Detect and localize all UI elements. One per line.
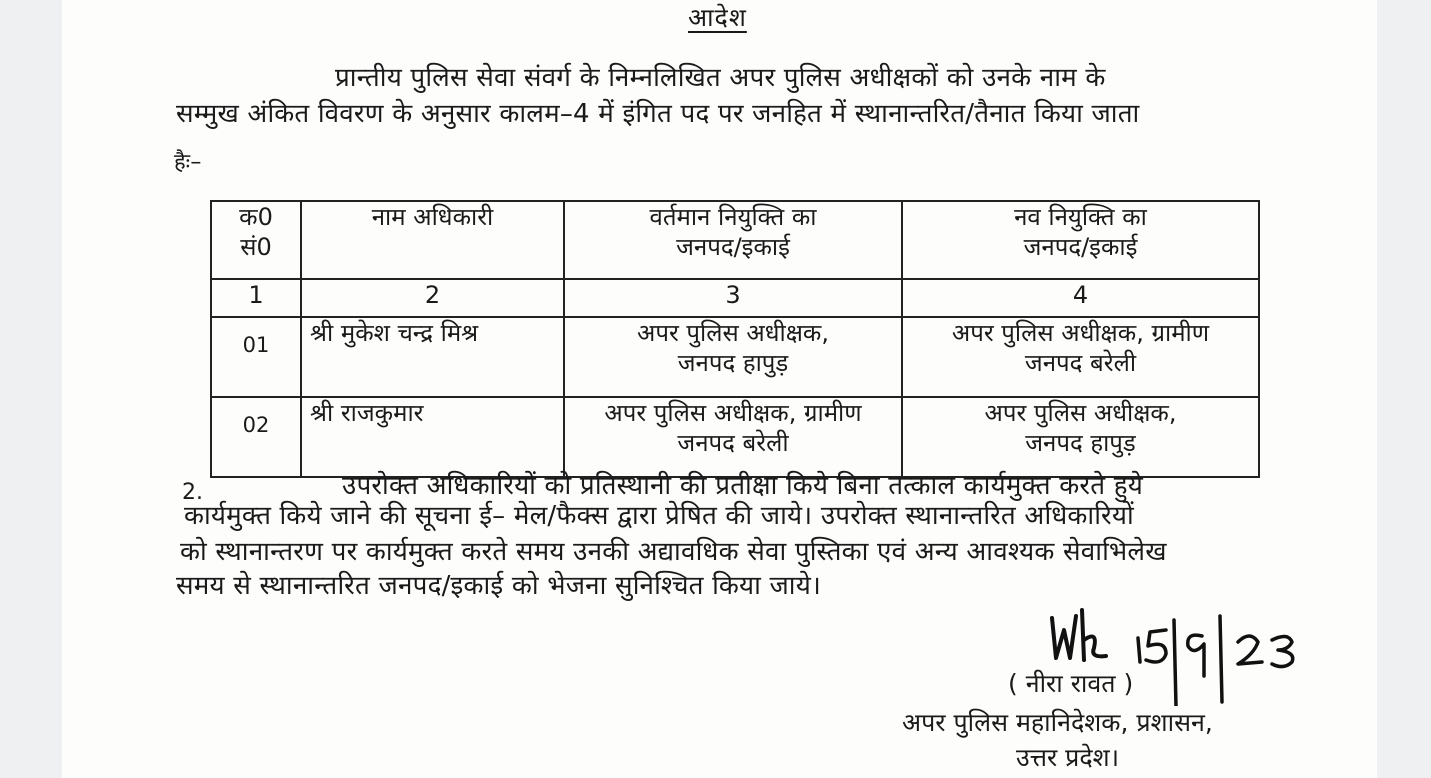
- intro-line-2: सम्मुख अंकित विवरण के अनुसार कालम–4 में इंगित पद पर जनहित में स्थानान्तरित/तैनात किया जाता: [176, 99, 1140, 129]
- row-new-posting: [902, 317, 1259, 397]
- header-new-line-2: जनपद/इकाई: [1023, 233, 1138, 261]
- instruction-line-1: उपरोक्त अधिकारियों को प्रतिस्थानी की प्रतीक्षा किये बिना तत्काल कार्यमुक्त करते हुये: [342, 471, 1143, 501]
- intro-line-1: प्रान्तीय पुलिस सेवा संवर्ग के निम्नलिखित अपर पुलिस अधीक्षकों को उनके नाम के: [335, 63, 1106, 93]
- signature-stroke: [1082, 610, 1106, 660]
- signature-date-slash: [1174, 620, 1176, 706]
- header-current-line-1: वर्तमान नियुक्ति का: [649, 203, 817, 231]
- instruction-line-2: कार्यमुक्त किये जाने की सूचना ई– मेल/फैक्स द्वारा प्रेषित की जाये। उपरोक्त स्थानान्तरित अधिकारियों: [184, 501, 1134, 531]
- row-officer-name: श्री राजकुमार: [301, 397, 564, 477]
- signature-stroke: [1052, 616, 1076, 658]
- row-officer-name: श्री मुकेश चन्द्र मिश्र: [301, 317, 564, 397]
- signature-date-two: [1238, 636, 1262, 664]
- signature-date-three: [1272, 636, 1293, 666]
- header-officer-name: [301, 201, 564, 279]
- header-serial-line-1: क0: [239, 203, 273, 231]
- signatory-state: उत्तर प्रदेश।: [1016, 743, 1120, 772]
- header-current-posting: [564, 201, 902, 279]
- signatory-designation: अपर पुलिस महानिदेशक, प्रशासन,: [902, 708, 1213, 737]
- row-new-line-2: जनपद हापुड़: [1025, 429, 1136, 457]
- row-current-line-1: अपर पुलिस अधीक्षक,: [637, 319, 829, 347]
- row-new-line-2: जनपद बरेली: [1024, 349, 1137, 377]
- row-serial: 01: [211, 317, 301, 397]
- instruction-line-3: को स्थानान्तरण पर कार्यमुक्त करते समय उनकी अद्यावधिक सेवा पुस्तिका एवं अन्य आवश्यक सेवाभिलेख: [180, 537, 1167, 567]
- column-number: 1: [211, 279, 301, 317]
- row-current-posting: [564, 317, 902, 397]
- row-current-line-1: अपर पुलिस अधीक्षक, ग्रामीण: [604, 399, 862, 427]
- column-number: 4: [902, 279, 1259, 317]
- signature-date-five: [1146, 630, 1166, 662]
- left-margin: [0, 0, 62, 778]
- table-row: [211, 397, 1259, 477]
- row-new-posting: [902, 397, 1259, 477]
- column-number: 2: [301, 279, 564, 317]
- header-new-posting: [902, 201, 1259, 279]
- table-row: [211, 317, 1259, 397]
- table-header-row: [211, 201, 1259, 279]
- row-current-posting: [564, 397, 902, 477]
- column-number: 3: [564, 279, 902, 317]
- header-current-line-2: जनपद/इकाई: [676, 233, 790, 261]
- header-serial-line-2: सं0: [240, 233, 272, 261]
- row-current-line-2: जनपद बरेली: [677, 429, 789, 457]
- document-title: आदेश: [688, 3, 747, 32]
- row-new-line-1: अपर पुलिस अधीक्षक, ग्रामीण: [951, 319, 1210, 347]
- intro-line-3: हैः–: [174, 150, 202, 175]
- header-officer-name-label: नाम अधिकारी: [371, 203, 494, 231]
- row-serial: 02: [211, 397, 301, 477]
- row-current-line-2: जनपद हापुड़: [677, 349, 789, 377]
- row-new-line-1: अपर पुलिस अधीक्षक,: [984, 399, 1177, 427]
- paragraph-number: 2.: [182, 480, 203, 505]
- signature-date-one: [1138, 638, 1140, 662]
- signatory-name: ( नीरा रावत ): [1008, 669, 1134, 698]
- transfer-table: [210, 200, 1260, 478]
- column-number-row: [211, 279, 1259, 317]
- signature-date-nine: [1188, 635, 1204, 676]
- header-serial: [211, 201, 301, 279]
- header-new-line-1: नव नियुक्ति का: [1014, 203, 1147, 231]
- signature-date-slash: [1220, 616, 1222, 702]
- instruction-line-4: समय से स्थानान्तरित जनपद/इकाई को भेजना सुनिश्चित किया जाये।: [176, 571, 822, 601]
- right-margin: [1377, 0, 1431, 778]
